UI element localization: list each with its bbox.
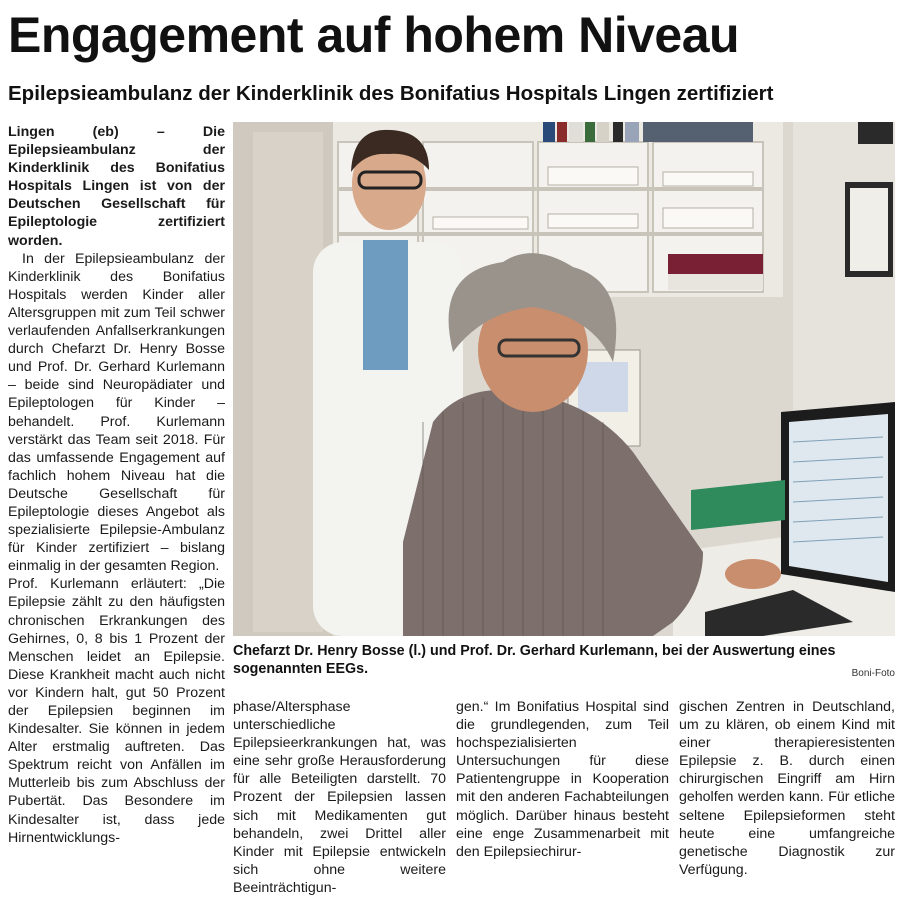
photo-caption: Chefarzt Dr. Henry Bosse (l.) und Prof. Dr. Gerhard Kurlemann, bei der Auswertung eines sogenannten EEGs. (233, 643, 836, 677)
article-lead: Lingen (eb) – Die Epilepsieambulanz der Kinderklinik des Bonifatius Hospitals Lingen ist von der Deutschen Gesellschaft für Epileptologie zertifiziert worden. (8, 124, 225, 249)
article-photo (233, 122, 895, 636)
article-column-3 (456, 698, 669, 861)
headline: Engagement auf hohem Niveau (8, 7, 740, 63)
article-paragraph: phase/Altersphase unterschiedliche Epilepsieerkrankungen hat, was eine sehr große Herausforderung für alle Beteiligten darstellt. 70 Prozent der Epilepsien lassen sich mit Medikamenten gut behandeln, zwei Drittel aller Kinder mit Epilepsie entwickeln sich ohne weitere Beeinträchtigun- (233, 699, 446, 896)
photo-credit: Boni-Foto (851, 668, 895, 679)
article-paragraph: gen.“ Im Bonifatius Hospital sind die grundlegenden, zum Teil hochspezialisierten Untersuchungen für diese Patientengruppe in Kooperation mit den anderen Fachabteilungen möglich. Darüber hinaus besteht eine enge Zusammenarbeit mit den Epilepsiechirur- (456, 699, 669, 860)
subheadline: Epilepsieambulanz der Kinderklinik des Bonifatius Hospitals Lingen zertifiziert (8, 82, 774, 105)
article-paragraph: gischen Zentren in Deutschland, um zu klären, ob einem Kind mit einer therapieresistenten Epilepsie z. B. durch einen chirurgischen Eingriff am Hirn geholfen werden kann. Für etliche seltene Epilepsieformen steht heute eine umfangreiche genetische Diagnostik zur Verfügung. (679, 699, 895, 878)
article-column-1 (8, 123, 225, 847)
article-column-4 (679, 698, 895, 879)
article-paragraph: In der Epilepsieambulanz der Kinderklinik des Bonifatius Hospitals werden Kinder aller Altersgruppen mit zum Teil schwer verlaufenden Anfallserkrankungen durch Chefarzt Dr. Henry Bosse und Prof. Dr. Gerhard Kurlemann – beide sind Neuropädiater und Epileptologen für Kinder – behandelt. Prof. Kurlemann verstärkt das Team seit 2018. Für das umfassende Engagement auf fachlich hohem Niveau hat die Deutsche Gesellschaft für Epileptologie dieses Angebot als spezialisierte Epilepsie-Ambulanz für Kinder zertifiziert – bislang einmalig in der gesamten Region. (8, 250, 225, 575)
article-column-2 (233, 698, 446, 897)
article-paragraph: Prof. Kurlemann erläutert: „Die Epilepsie zählt zu den häufigsten chronischen Erkrankungen des Gehirnes, 0, 8 bis 1 Prozent der Menschen leidet an Epilepsie. Diese Krankheit macht auch nicht vor Kindern halt, gut 50 Prozent der Epilepsien beginnen im Kindesalter. Sie können in jedem Alter erstmalig auftreten. Das Spektrum reicht von Anfällen im Mutterleib bis zum Abschluss der Pubertät. Das Besondere im Kindesalter ist, dass jede Hirnentwicklungs- (8, 576, 225, 846)
